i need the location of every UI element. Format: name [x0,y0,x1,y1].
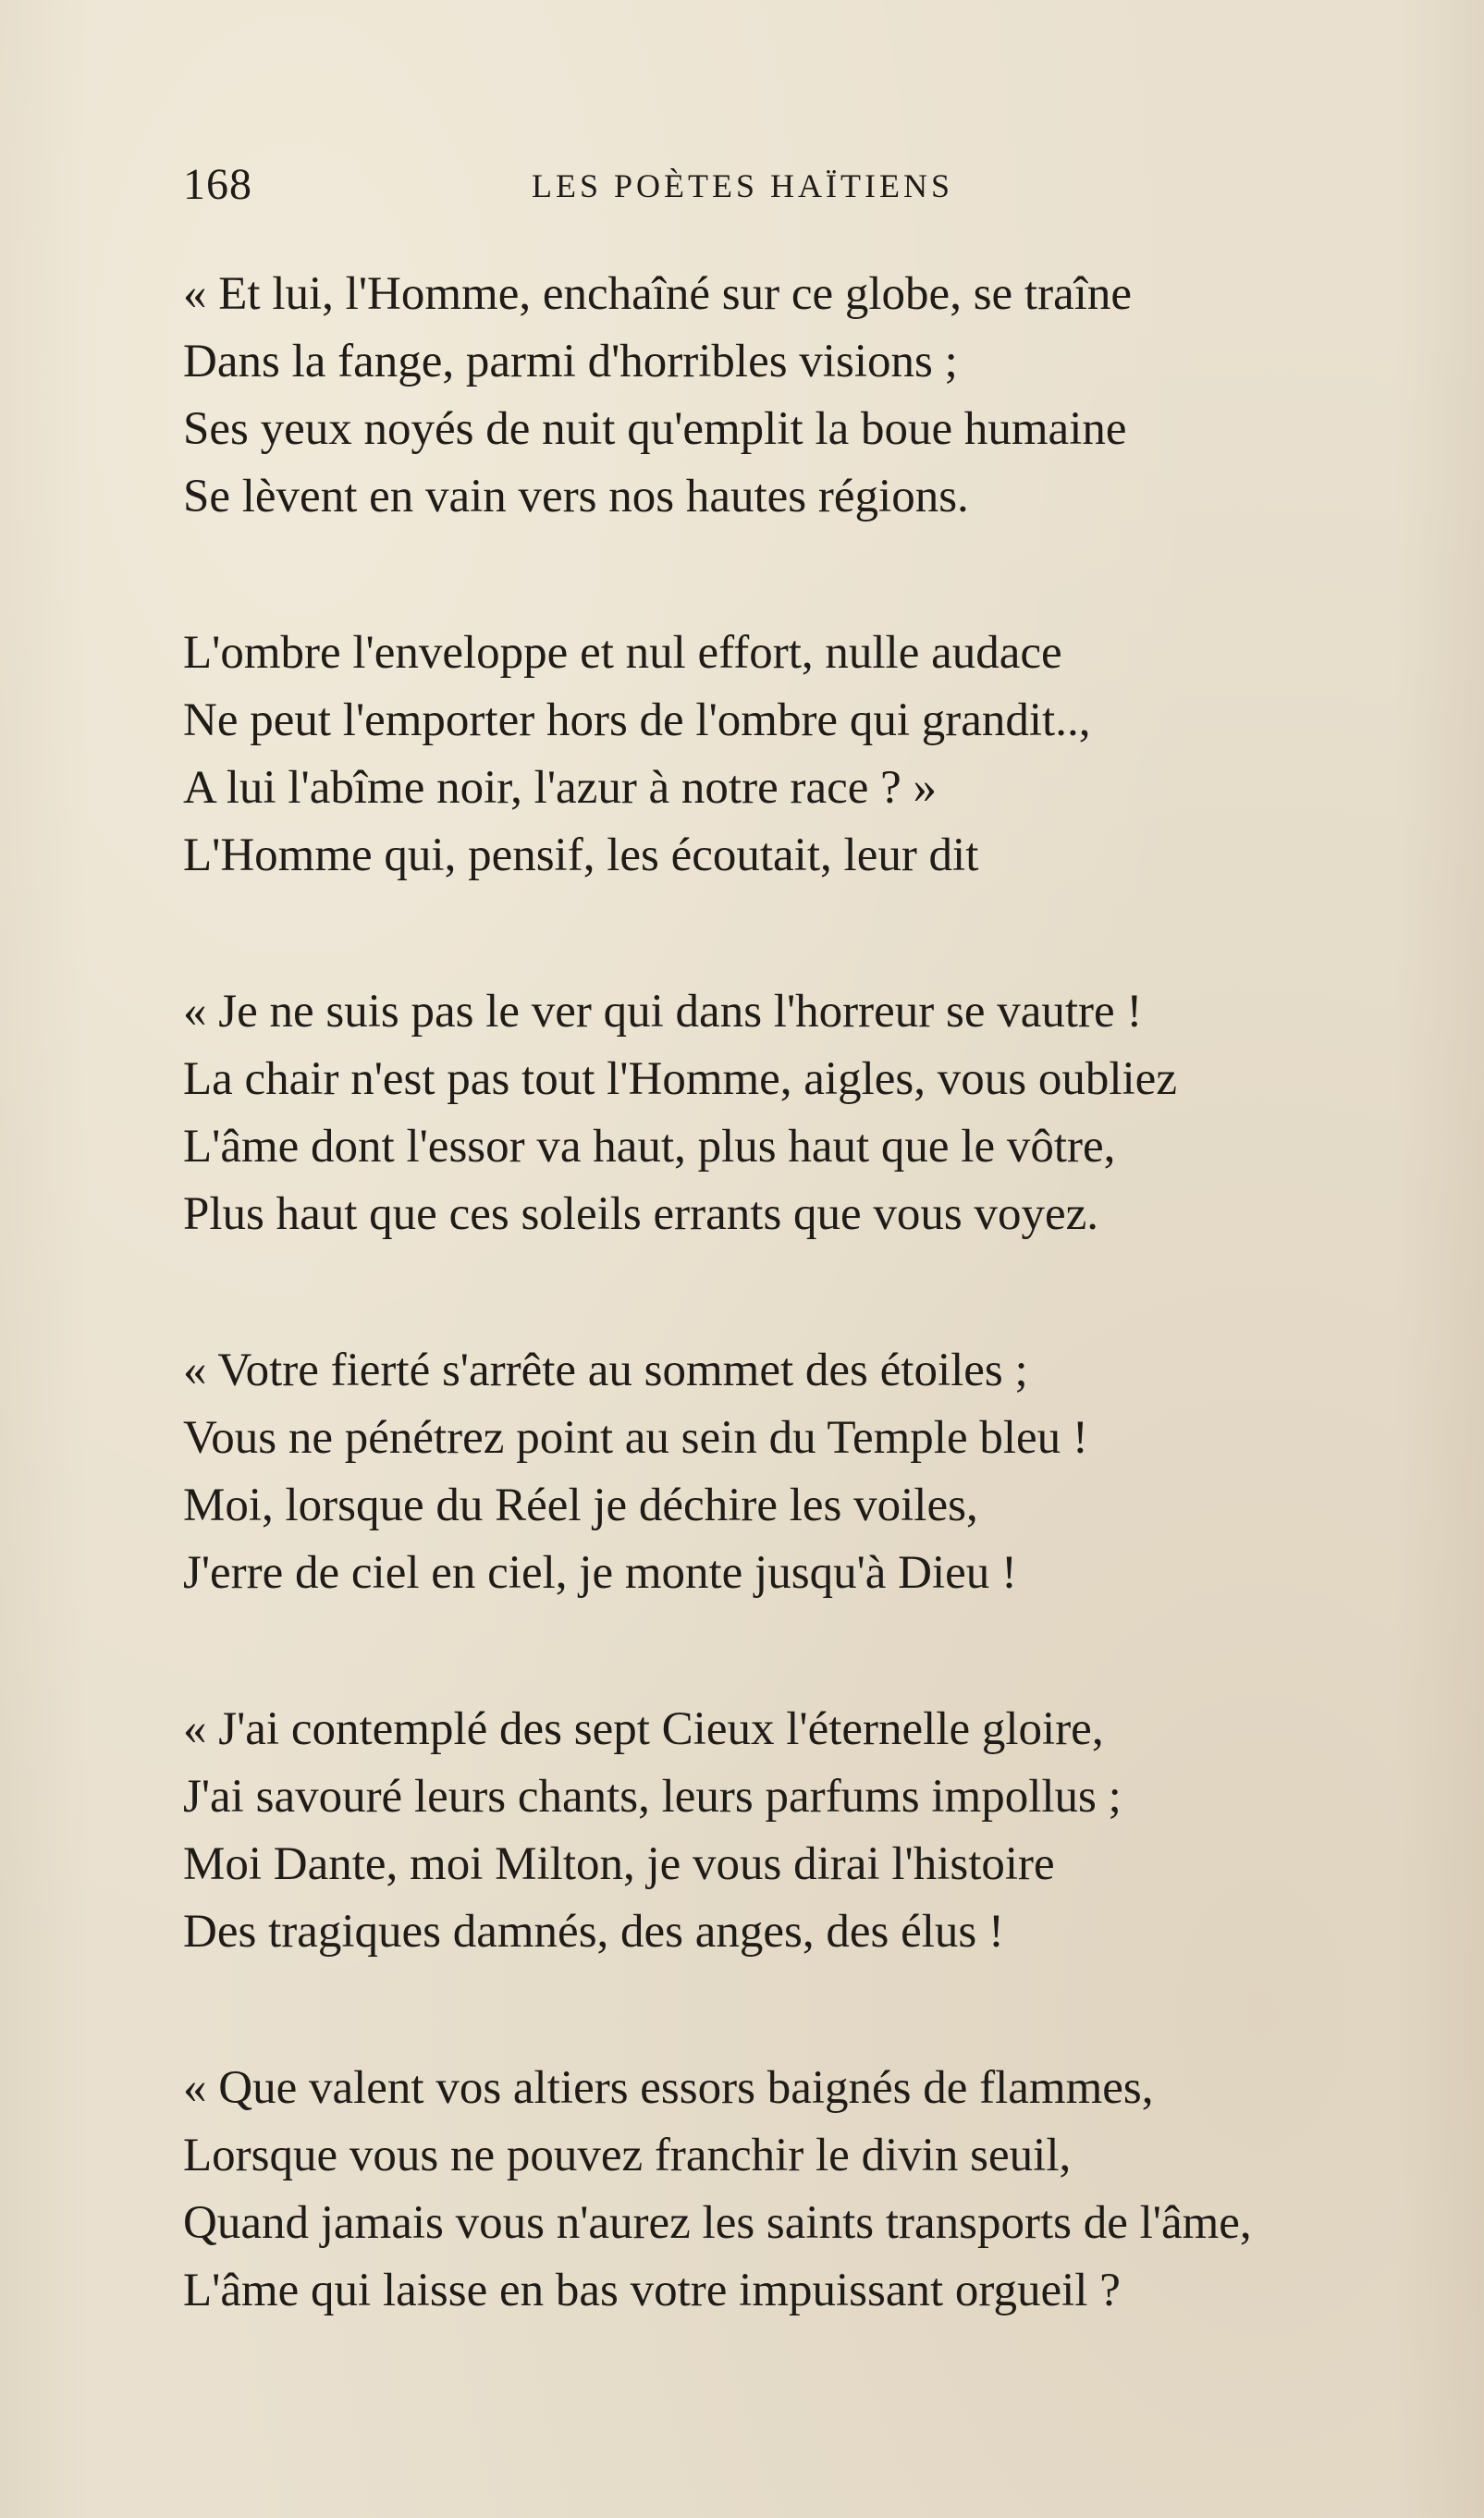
stanza-2 [183,620,1404,890]
verse-line: Des tragiques damnés, des anges, des élus ! [183,1906,1005,1958]
verse-line: L'ombre l'enveloppe et nul effort, nulle audace [183,627,1062,679]
stanza-4 [183,1337,1404,1607]
page-number: 168 [183,160,252,209]
stanza-6 [183,2055,1404,2325]
verse-line: « Je ne suis pas le ver qui dans l'horreur se vautre ! [183,986,1143,1038]
verse-line: L'Homme qui, pensif, les écoutait, leur dit [183,829,979,881]
verse-line: Lorsque vous ne pouvez franchir le divin seuil, [183,2130,1072,2181]
verse-line: J'ai savouré leurs chants, leurs parfums impollus ; [183,1771,1122,1823]
verse-line: Dans la fange, parmi d'horribles visions ; [183,336,958,387]
verse-line: « Votre fierté s'arrête au sommet des étoiles ; [183,1345,1028,1396]
verse-line: Plus haut que ces soleils errants que vous voyez. [183,1188,1099,1240]
verse-line: Moi, lorsque du Réel je déchire les voiles, [183,1480,978,1531]
stanza-3 [183,978,1404,1248]
verse-line: La chair n'est pas tout l'Homme, aigles, vous oubliez [183,1053,1177,1105]
verse-line: Moi Dante, moi Milton, je vous dirai l'histoire [183,1838,1055,1890]
verse-line: « Que valent vos altiers essors baignés de flammes, [183,2062,1154,2114]
verse-line: « J'ai contemplé des sept Cieux l'éternelle gloire, [183,1703,1104,1755]
running-head [183,159,1348,224]
verse-line: Se lèvent en vain vers nos hautes régions. [183,471,969,522]
stanza-1 [183,261,1404,531]
verse-line: L'âme qui laisse en bas votre impuissant orgueil ? [183,2265,1121,2316]
running-title: LES POÈTES HAÏTIENS [532,167,953,204]
verse-line: L'âme dont l'essor va haut, plus haut que le vôtre, [183,1121,1116,1173]
verse-line: Ne peut l'emporter hors de l'ombre qui grandit.., [183,694,1091,746]
stanza-5 [183,1696,1404,1966]
verse-line: « Et lui, l'Homme, enchaîné sur ce globe, se traîne [183,268,1133,320]
verse-line: A lui l'abîme noir, l'azur à notre race ? » [183,762,938,814]
verse-line: Ses yeux noyés de nuit qu'emplit la boue humaine [183,403,1127,455]
verse-line: Quand jamais vous n'aurez les saints transports de l'âme, [183,2197,1252,2249]
verse-line: Vous ne pénétrez point au sein du Temple bleu ! [183,1412,1088,1464]
verse-line: J'erre de ciel en ciel, je monte jusqu'à Dieu ! [183,1547,1018,1599]
poem-body [183,261,1404,2414]
